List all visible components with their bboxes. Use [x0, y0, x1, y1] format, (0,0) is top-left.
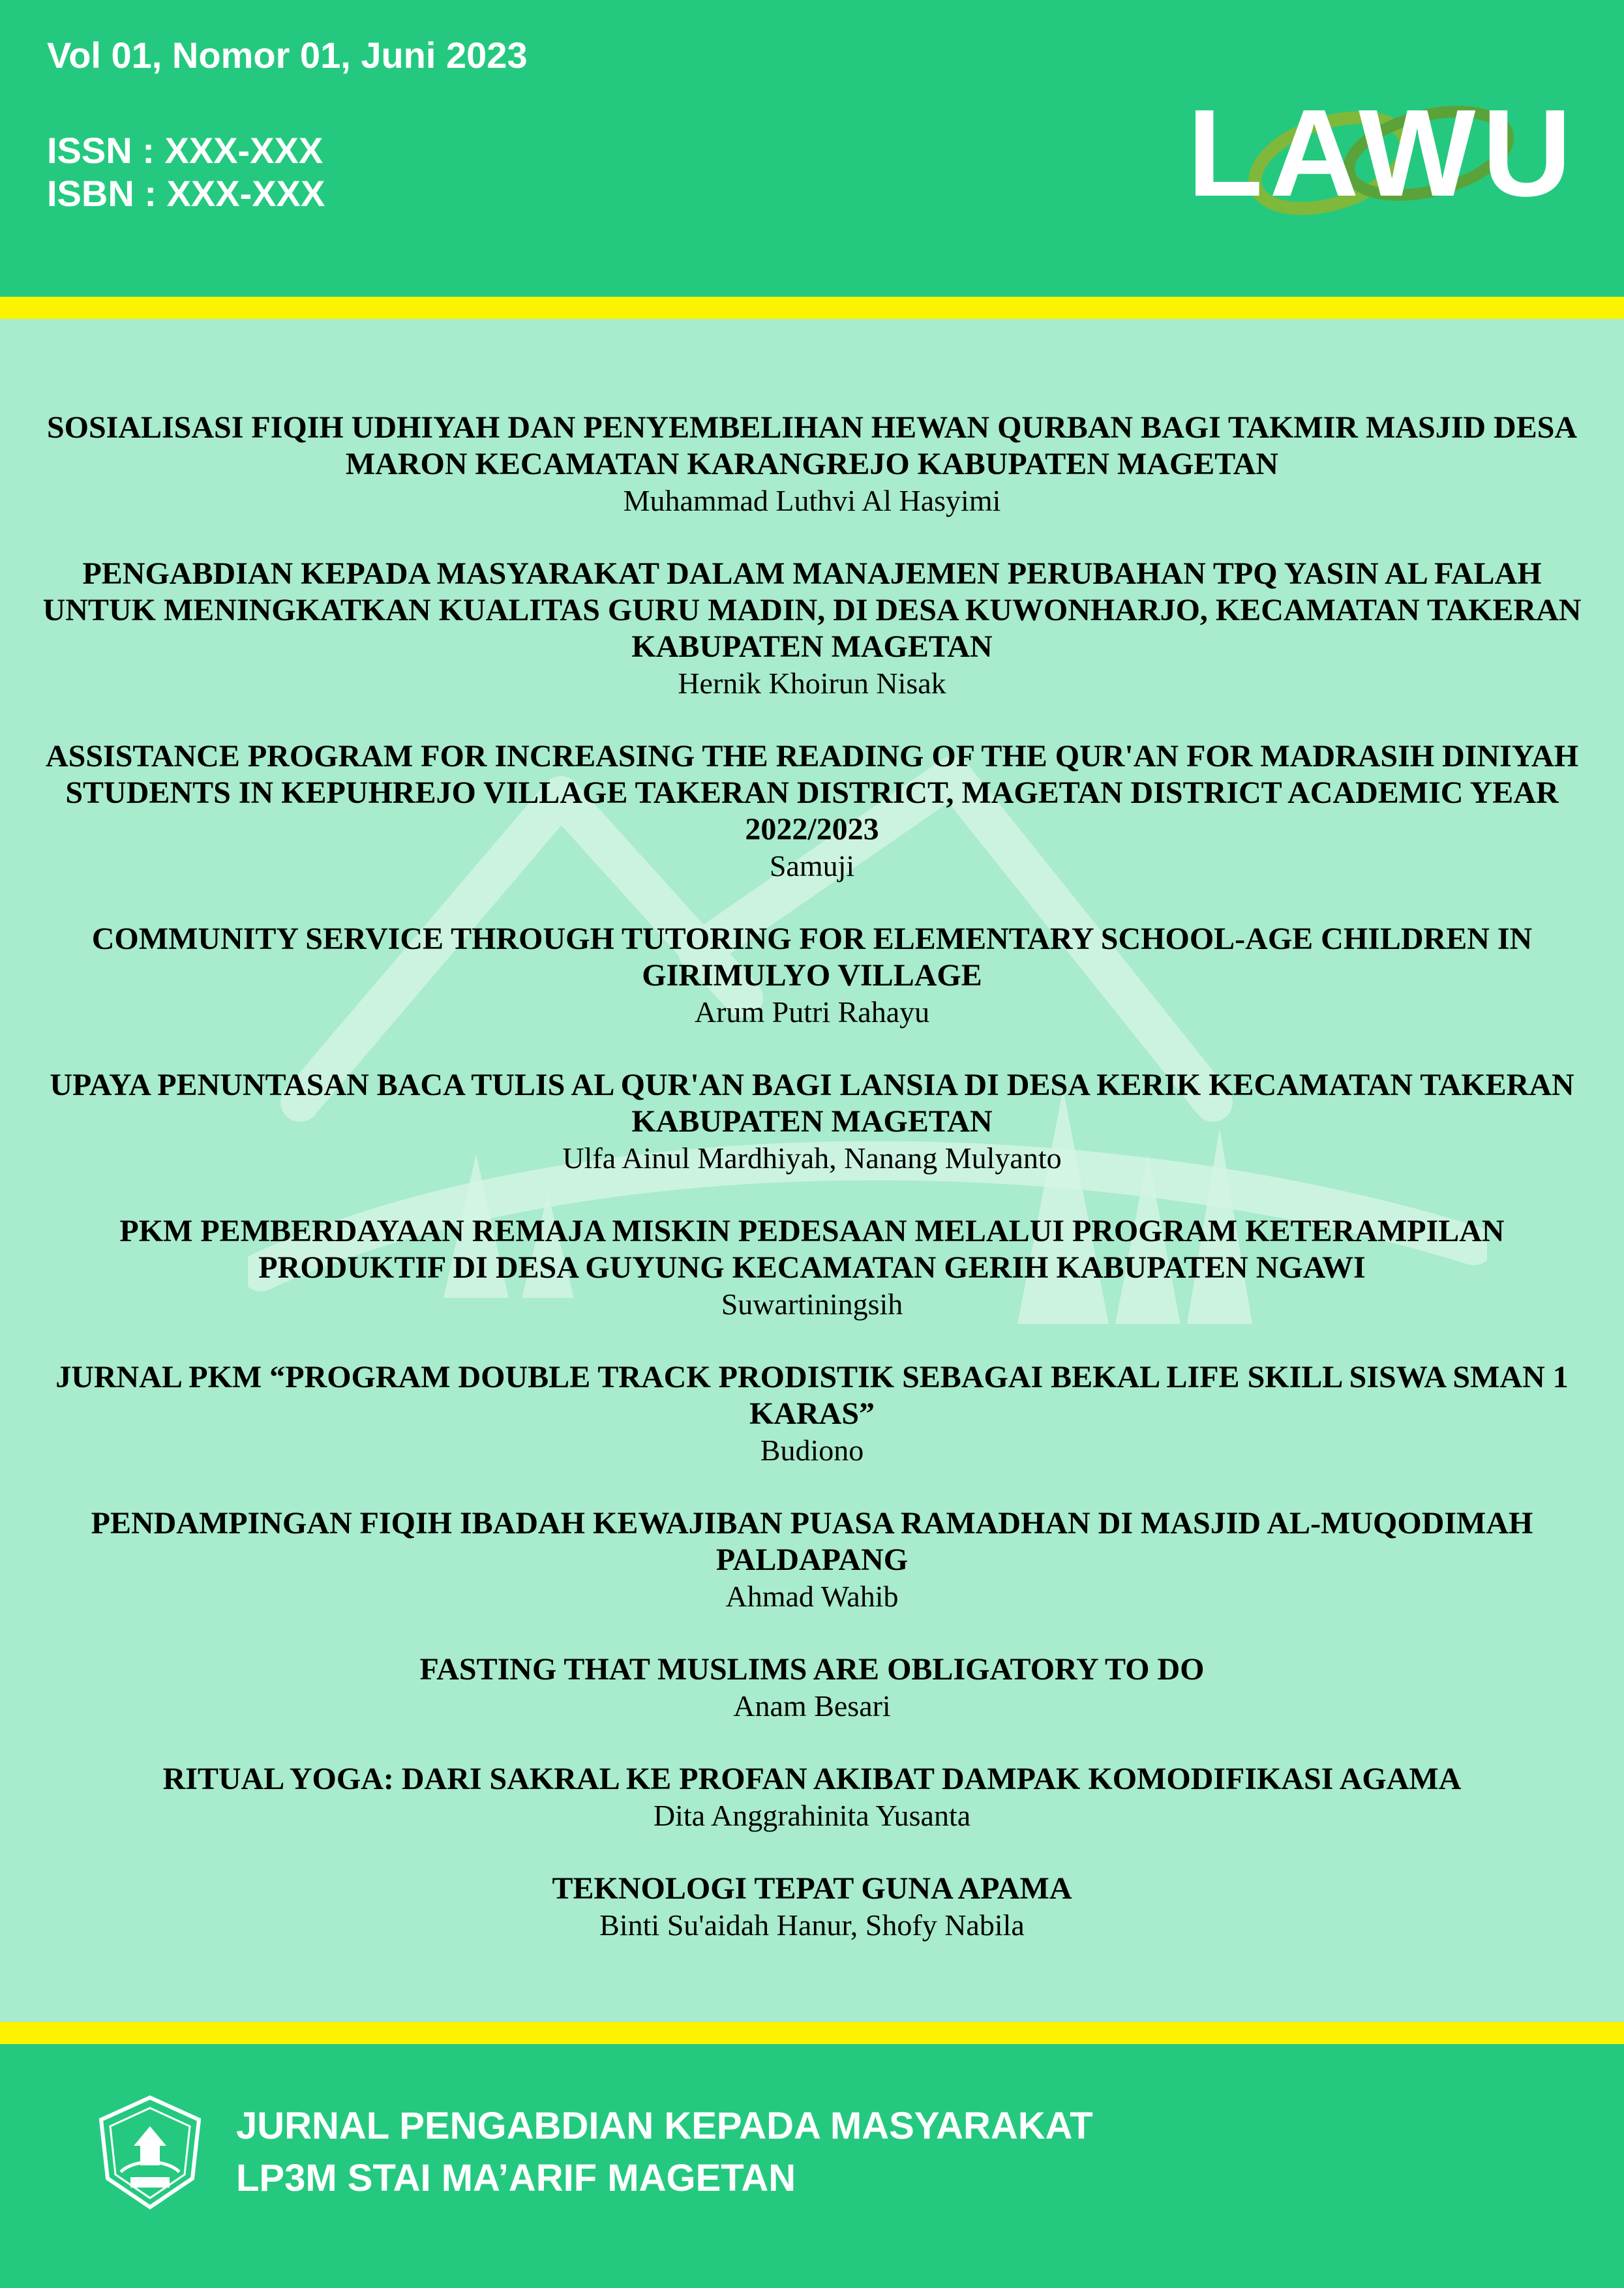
article-author: Anam Besari — [733, 1689, 891, 1723]
article-author: Budiono — [760, 1434, 864, 1467]
article-author: Ahmad Wahib — [725, 1580, 899, 1613]
institution-seal-icon — [95, 2094, 205, 2211]
lawu-logo — [1187, 84, 1578, 222]
article-title: SOSIALISASI FIQIH UDHIYAH DAN PENYEMBELIHAN HEWAN QURBAN BAGI TAKMIR MASJID DESA MARON KECAMATAN KARANGREJO KABUPATEN MAGETAN — [46, 410, 1578, 481]
article-author: Muhammad Luthvi Al Hasyimi — [623, 484, 1001, 517]
logo-wordmark: LAWU — [1187, 84, 1578, 222]
article-entry — [33, 1761, 1591, 1834]
article-entry — [33, 556, 1591, 702]
article-author: Ulfa Ainul Mardhiyah, Nanang Mulyanto — [562, 1141, 1062, 1175]
article-entry — [33, 1651, 1591, 1724]
article-title: PENGABDIAN KEPADA MASYARAKAT DALAM MANAJEMEN PERUBAHAN TPQ YASIN AL FALAH UNTUK MENINGKATKAN KUALITAS GURU MADIN, DI DESA KUWONHARJO, KECAMATAN TAKERAN KABUPATEN MAGETAN — [42, 556, 1582, 664]
article-entry — [33, 1505, 1591, 1615]
article-title: UPAYA PENUNTASAN BACA TULIS AL QUR'AN BAGI LANSIA DI DESA KERIK KECAMATAN TAKERAN KABUPATEN MAGETAN — [50, 1068, 1574, 1139]
table-of-contents — [33, 410, 1591, 1980]
article-entry — [33, 921, 1591, 1031]
article-title: TEKNOLOGI TEPAT GUNA APAMA — [552, 1871, 1072, 1906]
article-entry — [33, 1871, 1591, 1944]
article-entry — [33, 738, 1591, 884]
article-author: Samuji — [769, 849, 855, 882]
footer-publisher — [236, 2100, 1093, 2205]
article-author: Suwartiningsih — [721, 1287, 903, 1321]
article-author: Dita Anggrahinita Yusanta — [653, 1799, 971, 1832]
top-yellow-stripe — [0, 297, 1624, 319]
article-title: JURNAL PKM “PROGRAM DOUBLE TRACK PRODISTIK SEBAGAI BEKAL LIFE SKILL SISWA SMAN 1 KARAS” — [55, 1360, 1569, 1431]
article-entry — [33, 410, 1591, 519]
isbn-info: ISBN : XXX-XXX — [47, 173, 325, 214]
article-author: Binti Su'aidah Hanur, Shofy Nabila — [599, 1908, 1025, 1942]
article-title: ASSISTANCE PROGRAM FOR INCREASING THE READING OF THE QUR'AN FOR MADRASIH DINIYAH STUDENTS IN KEPUHREJO VILLAGE TAKERAN DISTRICT, MAGETAN DISTRICT ACADEMIC YEAR 2022/2023 — [45, 739, 1579, 847]
article-entry — [33, 1213, 1591, 1323]
article-author: Hernik Khoirun Nisak — [678, 667, 946, 700]
cover-header — [0, 0, 1624, 297]
article-title: RITUAL YOGA: DARI SAKRAL KE PROFAN AKIBAT DAMPAK KOMODIFIKASI AGAMA — [162, 1762, 1462, 1796]
issn-info: ISSN : XXX-XXX — [47, 130, 323, 171]
article-entry — [33, 1359, 1591, 1469]
article-entry — [33, 1067, 1591, 1177]
article-author: Arum Putri Rahayu — [694, 995, 930, 1029]
article-title: FASTING THAT MUSLIMS ARE OBLIGATORY TO DO — [419, 1652, 1205, 1687]
journal-meta — [47, 34, 528, 215]
footer-journal-name: JURNAL PENGABDIAN KEPADA MASYARAKAT — [236, 2105, 1093, 2147]
article-title: PKM PEMBERDAYAAN REMAJA MISKIN PEDESAAN MELALUI PROGRAM KETERAMPILAN PRODUKTIF DI DESA GUYUNG KECAMATAN GERIH KABUPATEN NGAWI — [119, 1214, 1505, 1285]
bottom-yellow-stripe — [0, 2022, 1624, 2044]
footer-institution: LP3M STAI MA’ARIF MAGETAN — [236, 2157, 796, 2199]
article-title: COMMUNITY SERVICE THROUGH TUTORING FOR ELEMENTARY SCHOOL-AGE CHILDREN IN GIRIMULYO VILLAGE — [91, 922, 1533, 993]
article-title: PENDAMPINGAN FIQIH IBADAH KEWAJIBAN PUASA RAMADHAN DI MASJID AL-MUQODIMAH PALDAPANG — [91, 1506, 1533, 1577]
volume-info: Vol 01, Nomor 01, Juni 2023 — [47, 35, 528, 76]
